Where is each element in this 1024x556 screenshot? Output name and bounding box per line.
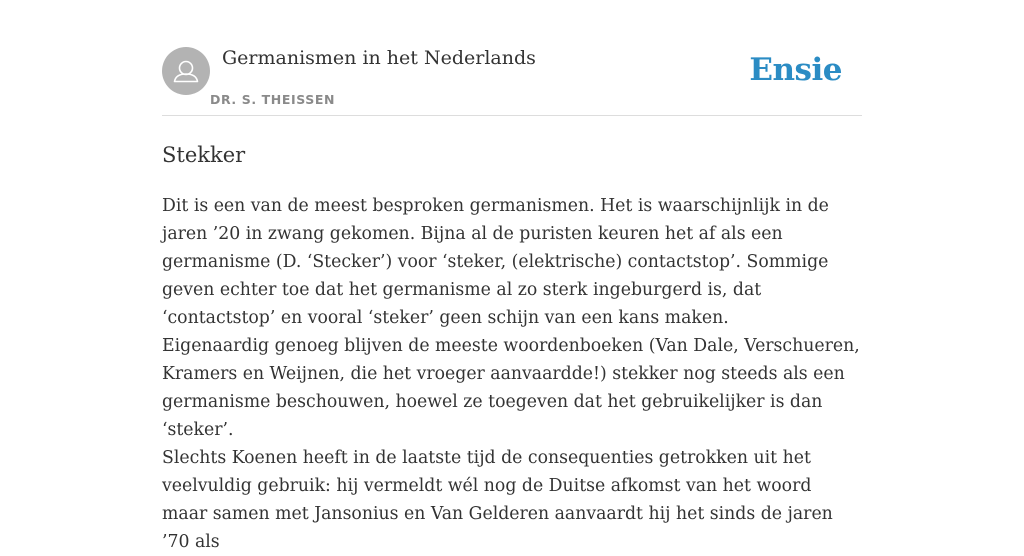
article-paragraph: Eigenaardig genoeg blijven de meeste woordenboeken (Van Dale, Verschueren, Kramers en Weijnen, die het vroeger aanvaardde!) stekker nog steeds als een germanisme beschouwen, hoewel ze toegeven dat het gebruikelijker is dan ‘steker’. [162, 336, 860, 440]
user-icon [162, 47, 210, 95]
author-avatar[interactable] [162, 47, 210, 95]
document-header [162, 46, 862, 116]
article-body [162, 192, 862, 556]
article-paragraph: Dit is een van de meest besproken germanismen. Het is waarschijnlijk in de jaren ’20 in zwang gekomen. Bijna al de puristen keuren het af als een germanisme (D. ‘Stecker’) voor ‘steker, (elektrische) contactstop’. Sommige geven echter toe dat het germanisme al zo sterk ingeburgerd is, dat ‘contactstop’ en vooral ‘steker’ geen schijn van een kans maken. [162, 196, 829, 328]
author-name[interactable]: DR. S. THEISSEN [210, 92, 336, 107]
article-paragraph: Slechts Koenen heeft in de laatste tijd de consequenties getrokken uit het veelvuldig gebruik: hij vermeldt wél nog de Duitse afkomst van het woord maar samen met Jansonius en Van Gelderen aanvaardt hij het sinds de jaren ’70 als [162, 448, 833, 552]
ensie-logo[interactable]: Ensie [749, 52, 842, 88]
article-title: Stekker [162, 143, 246, 167]
book-title[interactable]: Germanismen in het Nederlands [222, 47, 536, 69]
